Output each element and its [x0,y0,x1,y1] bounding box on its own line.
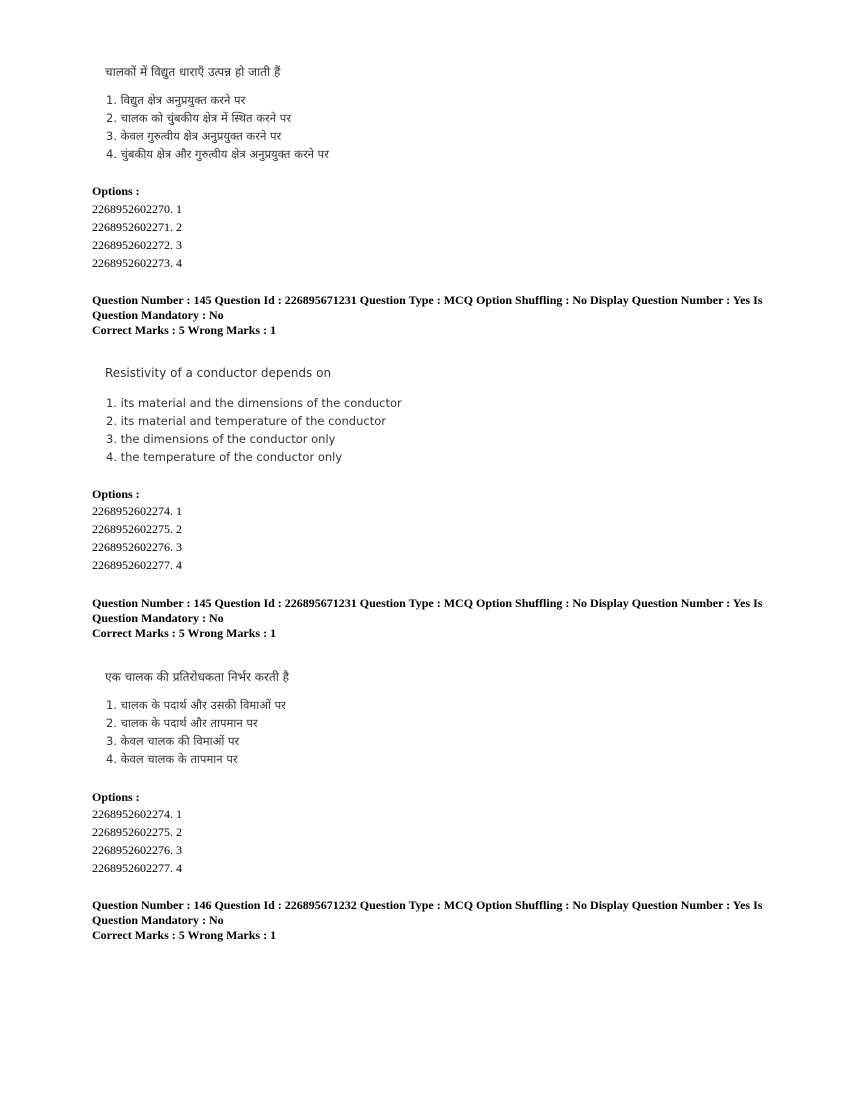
option-item: 2268952602273. 4 [92,256,182,270]
question-text: एक चालक की प्रतिरोधकता निर्भर करती है [105,670,290,684]
choice-item: 4. केवल चालक के तापमान पर [106,752,238,766]
choice-item: 1. चालक के पदार्थ और उसकी विमाओं पर [106,698,286,712]
option-item: 2268952602276. 3 [92,843,182,857]
question-choices [106,394,402,466]
choice-item: 2. its material and temperature of the conductor [106,414,386,428]
options-list [92,200,182,272]
option-item: 2268952602271. 2 [92,220,182,234]
question-meta-line: Question Number : 145 Question Id : 226895671231 Question Type : MCQ Option Shuffling : No Display Question Number : Yes Is Question Mandatory : No [92,293,763,322]
options-heading: Options : [92,487,140,501]
question-meta [92,596,772,641]
option-item: 2268952602270. 1 [92,202,182,216]
choice-item: 1. विद्युत क्षेत्र अनुप्रयुक्त करने पर [106,93,246,107]
question-meta [92,293,772,338]
marks-line: Correct Marks : 5 Wrong Marks : 1 [92,626,277,640]
choice-item: 3. केवल चालक की विमाओं पर [106,734,240,748]
question-meta [92,898,772,943]
options-list [92,502,182,574]
choice-item: 1. its material and the dimensions of the conductor [106,396,402,410]
option-item: 2268952602277. 4 [92,558,182,572]
choice-item: 4. the temperature of the conductor only [106,450,343,464]
marks-line: Correct Marks : 5 Wrong Marks : 1 [92,928,277,942]
options-list [92,805,182,877]
option-item: 2268952602274. 1 [92,807,182,821]
options-heading: Options : [92,184,140,198]
choice-item: 3. the dimensions of the conductor only [106,432,336,446]
choice-item: 3. केवल गुरुत्वीय क्षेत्र अनुप्रयुक्त करने पर [106,129,282,143]
marks-line: Correct Marks : 5 Wrong Marks : 1 [92,323,277,337]
option-item: 2268952602272. 3 [92,238,182,252]
question-text: चालकों में विद्युत धाराएँ उत्पन्न हो जाती हैं [105,65,281,79]
option-item: 2268952602275. 2 [92,825,182,839]
question-meta-line: Question Number : 145 Question Id : 226895671231 Question Type : MCQ Option Shuffling : No Display Question Number : Yes Is Question Mandatory : No [92,596,763,625]
question-choices [106,91,329,163]
choice-item: 2. चालक के पदार्थ और तापमान पर [106,716,258,730]
option-item: 2268952602276. 3 [92,540,182,554]
choice-item: 2. चालक को चुंबकीय क्षेत्र में स्थित करने पर [106,111,292,125]
question-text: Resistivity of a conductor depends on [105,366,332,380]
question-meta-line: Question Number : 146 Question Id : 226895671232 Question Type : MCQ Option Shuffling : No Display Question Number : Yes Is Question Mandatory : No [92,898,763,927]
question-choices [106,696,286,768]
options-heading: Options : [92,790,140,804]
option-item: 2268952602274. 1 [92,504,182,518]
option-item: 2268952602277. 4 [92,861,182,875]
choice-item: 4. चुंबकीय क्षेत्र और गुरुत्वीय क्षेत्र अनुप्रयुक्त करने पर [106,147,329,161]
option-item: 2268952602275. 2 [92,522,182,536]
